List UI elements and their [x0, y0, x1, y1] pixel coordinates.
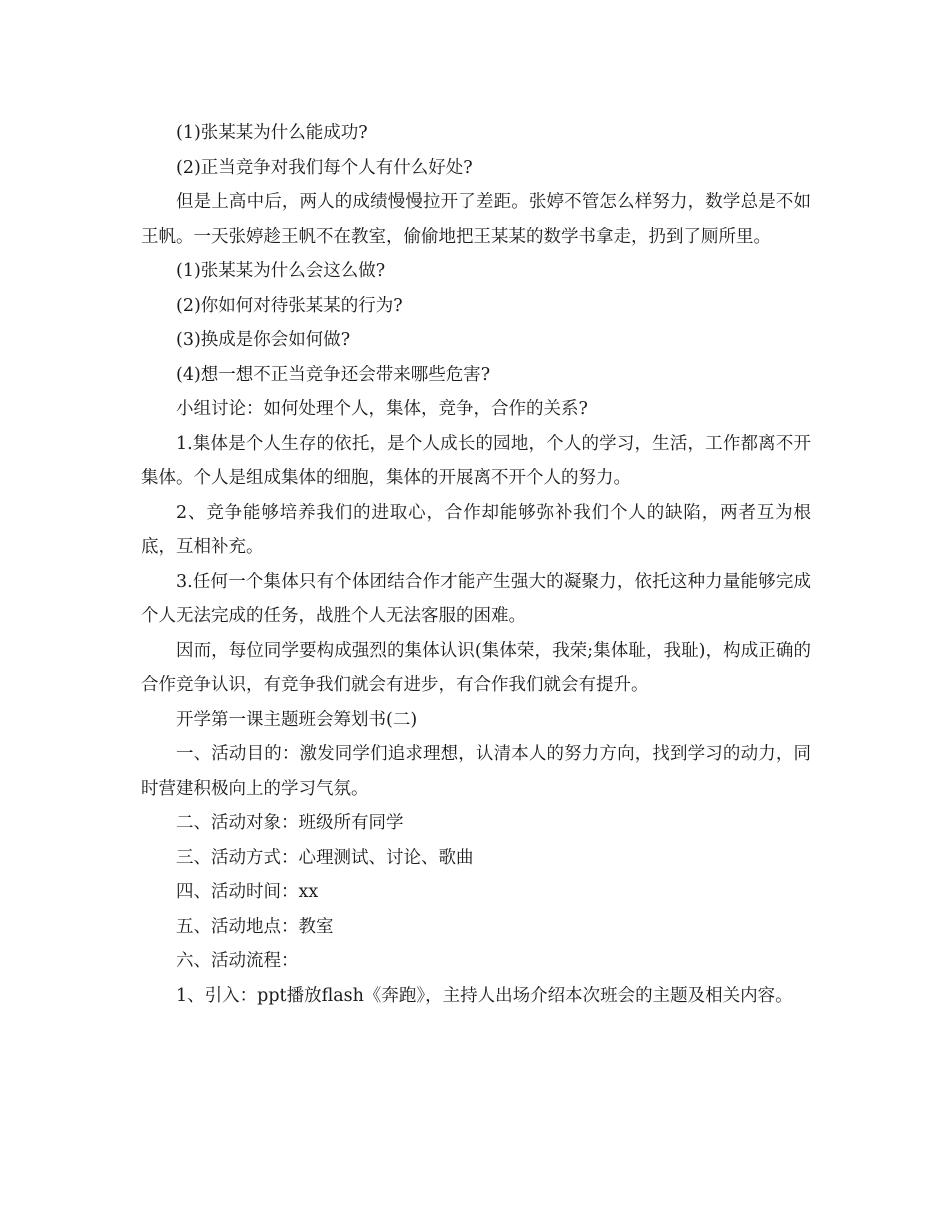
paragraph: 四、活动时间：xx — [176, 882, 319, 902]
section-heading: 开学第一课主题班会筹划书(二) — [176, 709, 418, 730]
paragraph: (4)想一想不正当竞争还会带来哪些危害? — [176, 364, 491, 385]
paragraph: (1)张某某为什么会这么做? — [176, 261, 386, 281]
paragraph: 三、活动方式：心理测试、讨论、歌曲 — [176, 847, 474, 868]
paragraph: 3.任何一个集体只有个体团结合作才能产生强大的凝聚力，依托这种力量能够完成个人无法完成的任务，战胜个人无法客服的困难。 — [141, 571, 811, 626]
paragraph: (2)正当竞争对我们每个人有什么好处? — [176, 157, 473, 178]
paragraph: 但是上高中后，两人的成绩慢慢拉开了差距。张婷不管怎么样努力，数学总是不如王帆。一天张婷趁王帆不在教室，偷偷地把王某某的数学书拿走，扔到了厕所里。 — [141, 192, 811, 247]
document-body — [141, 116, 811, 1013]
paragraph: 二、活动对象：班级所有同学 — [176, 813, 404, 833]
paragraph: 因而，每位同学要构成强烈的集体认识(集体荣，我荣;集体耻，我耻)，构成正确的合作竞争认识，有竞争我们就会有进步，有合作我们就会有提升。 — [141, 640, 811, 695]
paragraph: 五、活动地点：教室 — [176, 916, 334, 937]
paragraph: 一、活动目的：激发同学们追求理想，认清本人的努力方向，找到学习的动力，同时营建积极向上的学习气氛。 — [141, 744, 811, 799]
paragraph: 小组讨论：如何处理个人，集体，竞争，合作的关系? — [176, 399, 588, 419]
paragraph: (3)换成是你会如何做? — [176, 330, 351, 350]
paragraph: 2、竞争能够培养我们的进取心，合作却能够弥补我们个人的缺陷，两者互为根底，互相补充。 — [141, 502, 811, 557]
paragraph: 六、活动流程： — [176, 951, 299, 971]
paragraph: 1、引入：ppt播放flash《奔跑》，主持人出场介绍本次班会的主题及相关内容。 — [176, 985, 793, 1006]
paragraph: (1)张某某为什么能成功? — [176, 123, 368, 143]
paragraph: 1.集体是个人生存的依托，是个人成长的园地，个人的学习，生活，工作都离不开集体。个人是组成集体的细胞，集体的开展离不开个人的努力。 — [141, 433, 811, 488]
paragraph: (2)你如何对待张某某的行为? — [176, 295, 403, 316]
